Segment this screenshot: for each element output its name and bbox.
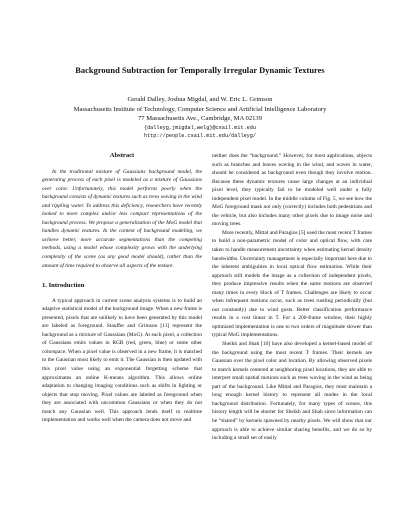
paper-title: Background Subtraction for Temporally Irregular Dynamic Textures bbox=[75, 66, 325, 75]
abstract-text: In the traditional mixture of Gaussians background model, the generating process of each pixel is modeled as a mixture of Gaussians over color. Unfortunately, this model performs poorly when the background consists of dynamic textures such as trees waving in the wind and rippling water. To address this deficiency, researchers have recently looked to more complex and/or less compact representations of the background process. We propose a generalization of the MoG model that handles dynamic textures. In the context of background modeling, we achieve better, more accurate segmentations than the competing methods, using a model whose complexity grows with the underlying complexity of the scene (as any good model should), rather than the amount of time required to observe all aspects of the texture. bbox=[42, 168, 202, 269]
homepage-url[interactable]: http://people.csail.mit.edu/dalleyg/ bbox=[143, 133, 257, 140]
left-column bbox=[42, 152, 202, 425]
body-paragraph-1: neither does the “background.” However, for most applications, objects such as branches and leaves waving in the wind, and waves in water, should be considered as background even though they involve motion. Because these dynamic textures cause large changes at an individual pixel level, they typically fail to be modeled well under a fully independent pixel model. In the middle column of Fig. 5, we see how the MoG foreground mask not only (correctly) includes both pedestrians and the vehicle, but also includes many other pixels due to image noise and moving trees. bbox=[212, 153, 372, 228]
section-heading-introduction: 1. Introduction bbox=[42, 282, 85, 290]
address: 77 Massachusetts Ave., Cambridge, MA 02139 bbox=[137, 115, 263, 123]
affiliation: Massachusetts Institute of Technology, Computer Science and Artificial Intelligence Laboratory bbox=[73, 105, 327, 113]
body-paragraph-3: Sheikh and Shah [10] have also developed a kernel-based model of the background using the most recent T frames. Their kernels are Gaussian over the pixel color and location. By allowing observed pixels to match kernels centered at neighboring pixel locations, they are able to interpret small spatial motions such as trees waving in the wind as being part of the background. Like Mittal and Paragios, they must maintain a long enough kernel history to represent all modes in the local background distribution. Fortunately, for many types of scenes, this history length will be shorter for Sheikh and Shah since information can be “shared” by kernels spawned by nearby pixels. We will show that our approach is able to achieve similar sharing benefits, and we do so by including a small set of easily bbox=[212, 341, 372, 442]
author-block bbox=[0, 95, 400, 141]
intro-paragraph: A typical approach in current scene analysis systems is to build an adaptive statistical model of the background image. When a new frame is presented, pixels that are unlikely to have been generated by this model are labeled as foreground. Stauffer and Grimson [11] represent the background as a mixture of Gaussians (MoG). At each pixel, a collection of Gaussians emits values in RGB (red, green, blue) or some other colorspace. When a pixel value is observed in a new frame, it is matched to the Gaussian most likely to emit it. The Gaussian is then updated with this pixel value using an exponential forgetting scheme that approximates an online K-means algorithm. This allows online adaptation to changing imaging conditions such as shifts in lighting or objects that stop moving. Pixel values are labeled as foreground when they are associated with uncommon Gaussians or when they do not match any Gaussian well. This approach lends itself to realtime implementation and works well when the camera does not move and bbox=[42, 297, 202, 424]
email[interactable]: {dalleyg,jmigdal,welg}@csail.mit.edu bbox=[143, 124, 257, 131]
abstract-heading: Abstract bbox=[109, 152, 135, 159]
author-names: Gerald Dalley, Joshua Migdal, and W. Eric L. Grimson bbox=[127, 96, 273, 103]
body-paragraph-2: More recently, Mittal and Paragios [5] used the most recent T frames to build a non-parametric model of color and optical flow, with care taken to handle measurement uncertainty when estimating kernel density bandwidths. Uncertainty management is especially important here due to the inherent ambiguities in local optical flow estimation. While their approach still models the image as a collection of independent pixels, they produce impressive results when the same motions are observed many times in every block of T frames. Challenges are likely to occur when infrequent motions occur, such as trees rustling periodically (but not constantly) due to wind gusts. Better classification performance results in a cost linear in T. For a 200-frame window, their highly optimized implementation is one to two orders of magnitude slower than typical MoG implementations. bbox=[212, 229, 372, 339]
right-column bbox=[212, 152, 372, 443]
